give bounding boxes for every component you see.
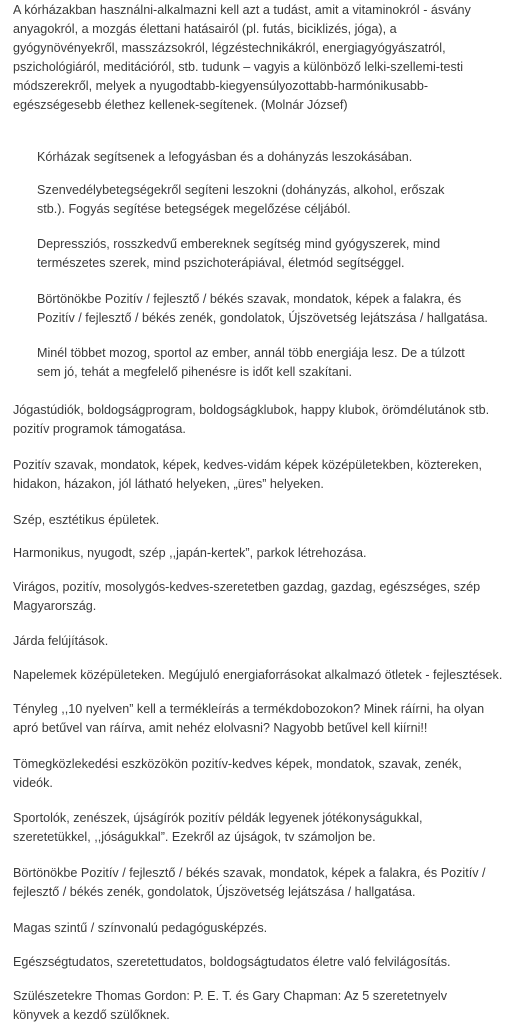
text-line: hidakon, házakon, jól látható helyeken, „üres” helyeken.	[13, 477, 324, 491]
text-line: természetes szerek, mind pszichoterápiával, életmód segítséggel.	[37, 256, 405, 270]
paragraph	[13, 666, 508, 685]
text-line: A kórházakban használni-alkalmazni kell azt a tudást, amit a vitaminokról - ásvány	[13, 3, 471, 17]
text-line: Pozitív szavak, mondatok, képek, kedves-vidám képek középületekben, köztereken,	[13, 458, 483, 472]
text-line: anyagokról, a mozgás élettani hatásairól (pl. futás, biciklizés, jóga), a	[13, 22, 397, 36]
text-line: Szülészetekre Thomas Gordon: P. E. T. és Gary Chapman: Az 5 szeretetnyelv	[13, 989, 447, 1003]
paragraph	[13, 809, 508, 847]
paragraph	[13, 456, 508, 494]
paragraph	[13, 578, 508, 616]
text-line: Egészségtudatos, szeretettudatos, boldogságtudatos életre való felvilágosítás.	[13, 955, 451, 969]
text-line: stb.). Fogyás segítése betegségek megelőzése céljából.	[37, 202, 351, 216]
text-line: egészségesebb élethez kellenek-segítenek. (Molnár József)	[13, 98, 348, 112]
text-line: Minél többet mozog, sportol az ember, annál több energiája lesz. De a túlzott	[37, 346, 465, 360]
text-line: Sportolók, zenészek, újságírók pozitív példák legyenek jótékonyságukkal,	[13, 811, 423, 825]
paragraph	[13, 511, 508, 530]
text-line: könyvek a kezdő szülőknek.	[13, 1008, 170, 1022]
text-line: pozitív programok támogatása.	[13, 422, 186, 436]
text-line: szeretetükkel, ,,jóságukkal”. Ezekről az újságok, tv számoljon be.	[13, 830, 376, 844]
indented-paragraph	[37, 148, 509, 167]
text-line: Virágos, pozitív, mosolygós-kedves-szeretetben gazdag, gazdag, egészséges, szép	[13, 580, 481, 594]
paragraph	[13, 544, 508, 563]
text-line: Tömegközlekedési eszközökön pozitív-kedves képek, mondatok, szavak, zenék,	[13, 757, 462, 771]
text-line: fejlesztő / békés zenék, gondolatok, Újszövetség lejátszása / hallgatása.	[13, 885, 416, 899]
paragraph	[13, 953, 508, 972]
text-line: Szenvedélybetegségekről segíteni leszokni (dohányzás, alkohol, erőszak	[37, 183, 445, 197]
text-line: Pozitív / fejlesztő / békés zenék, gondolatok, Újszövetség lejátszása / hallgatása.	[37, 311, 488, 325]
text-line: Magas szintű / színvonalú pedagógusképzés.	[13, 921, 268, 935]
paragraph	[13, 919, 508, 938]
indented-paragraph	[37, 344, 509, 382]
text-line: Börtönökbe Pozitív / fejlesztő / békés szavak, mondatok, képek a falakra, és Pozitív /	[13, 866, 486, 880]
text-line: Tényleg ,,10 nyelven” kell a termékleírás a termékdobozokon? Minek ráírni, ha olyan	[13, 702, 485, 716]
text-line: Napelemek középületeken. Megújuló energiaforrásokat alkalmazó ötletek - fejlesztések.	[13, 668, 503, 682]
text-line: Depressziós, rosszkedvű embereknek segítség mind gyógyszerek, mind	[37, 237, 441, 251]
paragraph	[13, 987, 508, 1025]
text-line: apró betűvel van ráírva, amit nehéz elolvasni? Nagyobb betűvel kell kiírni!!	[13, 721, 428, 735]
text-line: módszerekről, melyek a nyugodtabb-kiegyensúlyozottabb-harmónikusabb-	[13, 79, 429, 93]
indented-paragraph	[37, 290, 509, 328]
paragraph	[13, 632, 508, 651]
text-line: Járda felújítások.	[13, 634, 109, 648]
text-line: Harmonikus, nyugodt, szép ,,japán-kertek”, parkok létrehozása.	[13, 546, 367, 560]
paragraph	[13, 755, 508, 793]
paragraph	[13, 864, 508, 902]
text-line: videók.	[13, 776, 53, 790]
indented-paragraph	[37, 181, 509, 219]
text-line: Kórházak segítsenek a lefogyásban és a dohányzás leszokásában.	[37, 150, 413, 164]
text-line: sem jó, tehát a megfelelő pihenésre is időt kell szakítani.	[37, 365, 353, 379]
text-line: Magyarország.	[13, 599, 97, 613]
text-line: gyógynövényekről, masszázsokról, légzéstechnikákról, energiagyógyászatról,	[13, 41, 446, 55]
text-line: Jógastúdiók, boldogságprogram, boldogságklubok, happy klubok, örömdélutánok stb.	[13, 403, 490, 417]
text-line: pszichológiáról, meditációról, stb. tudunk – vagyis a különböző lelki-szellemi-testi	[13, 60, 464, 74]
indented-paragraph	[37, 235, 509, 273]
intro-paragraph	[13, 1, 508, 115]
paragraph	[13, 401, 508, 439]
text-line: Szép, esztétikus épületek.	[13, 513, 160, 527]
text-line: Börtönökbe Pozitív / fejlesztő / békés szavak, mondatok, képek a falakra, és	[37, 292, 462, 306]
paragraph	[13, 700, 508, 738]
